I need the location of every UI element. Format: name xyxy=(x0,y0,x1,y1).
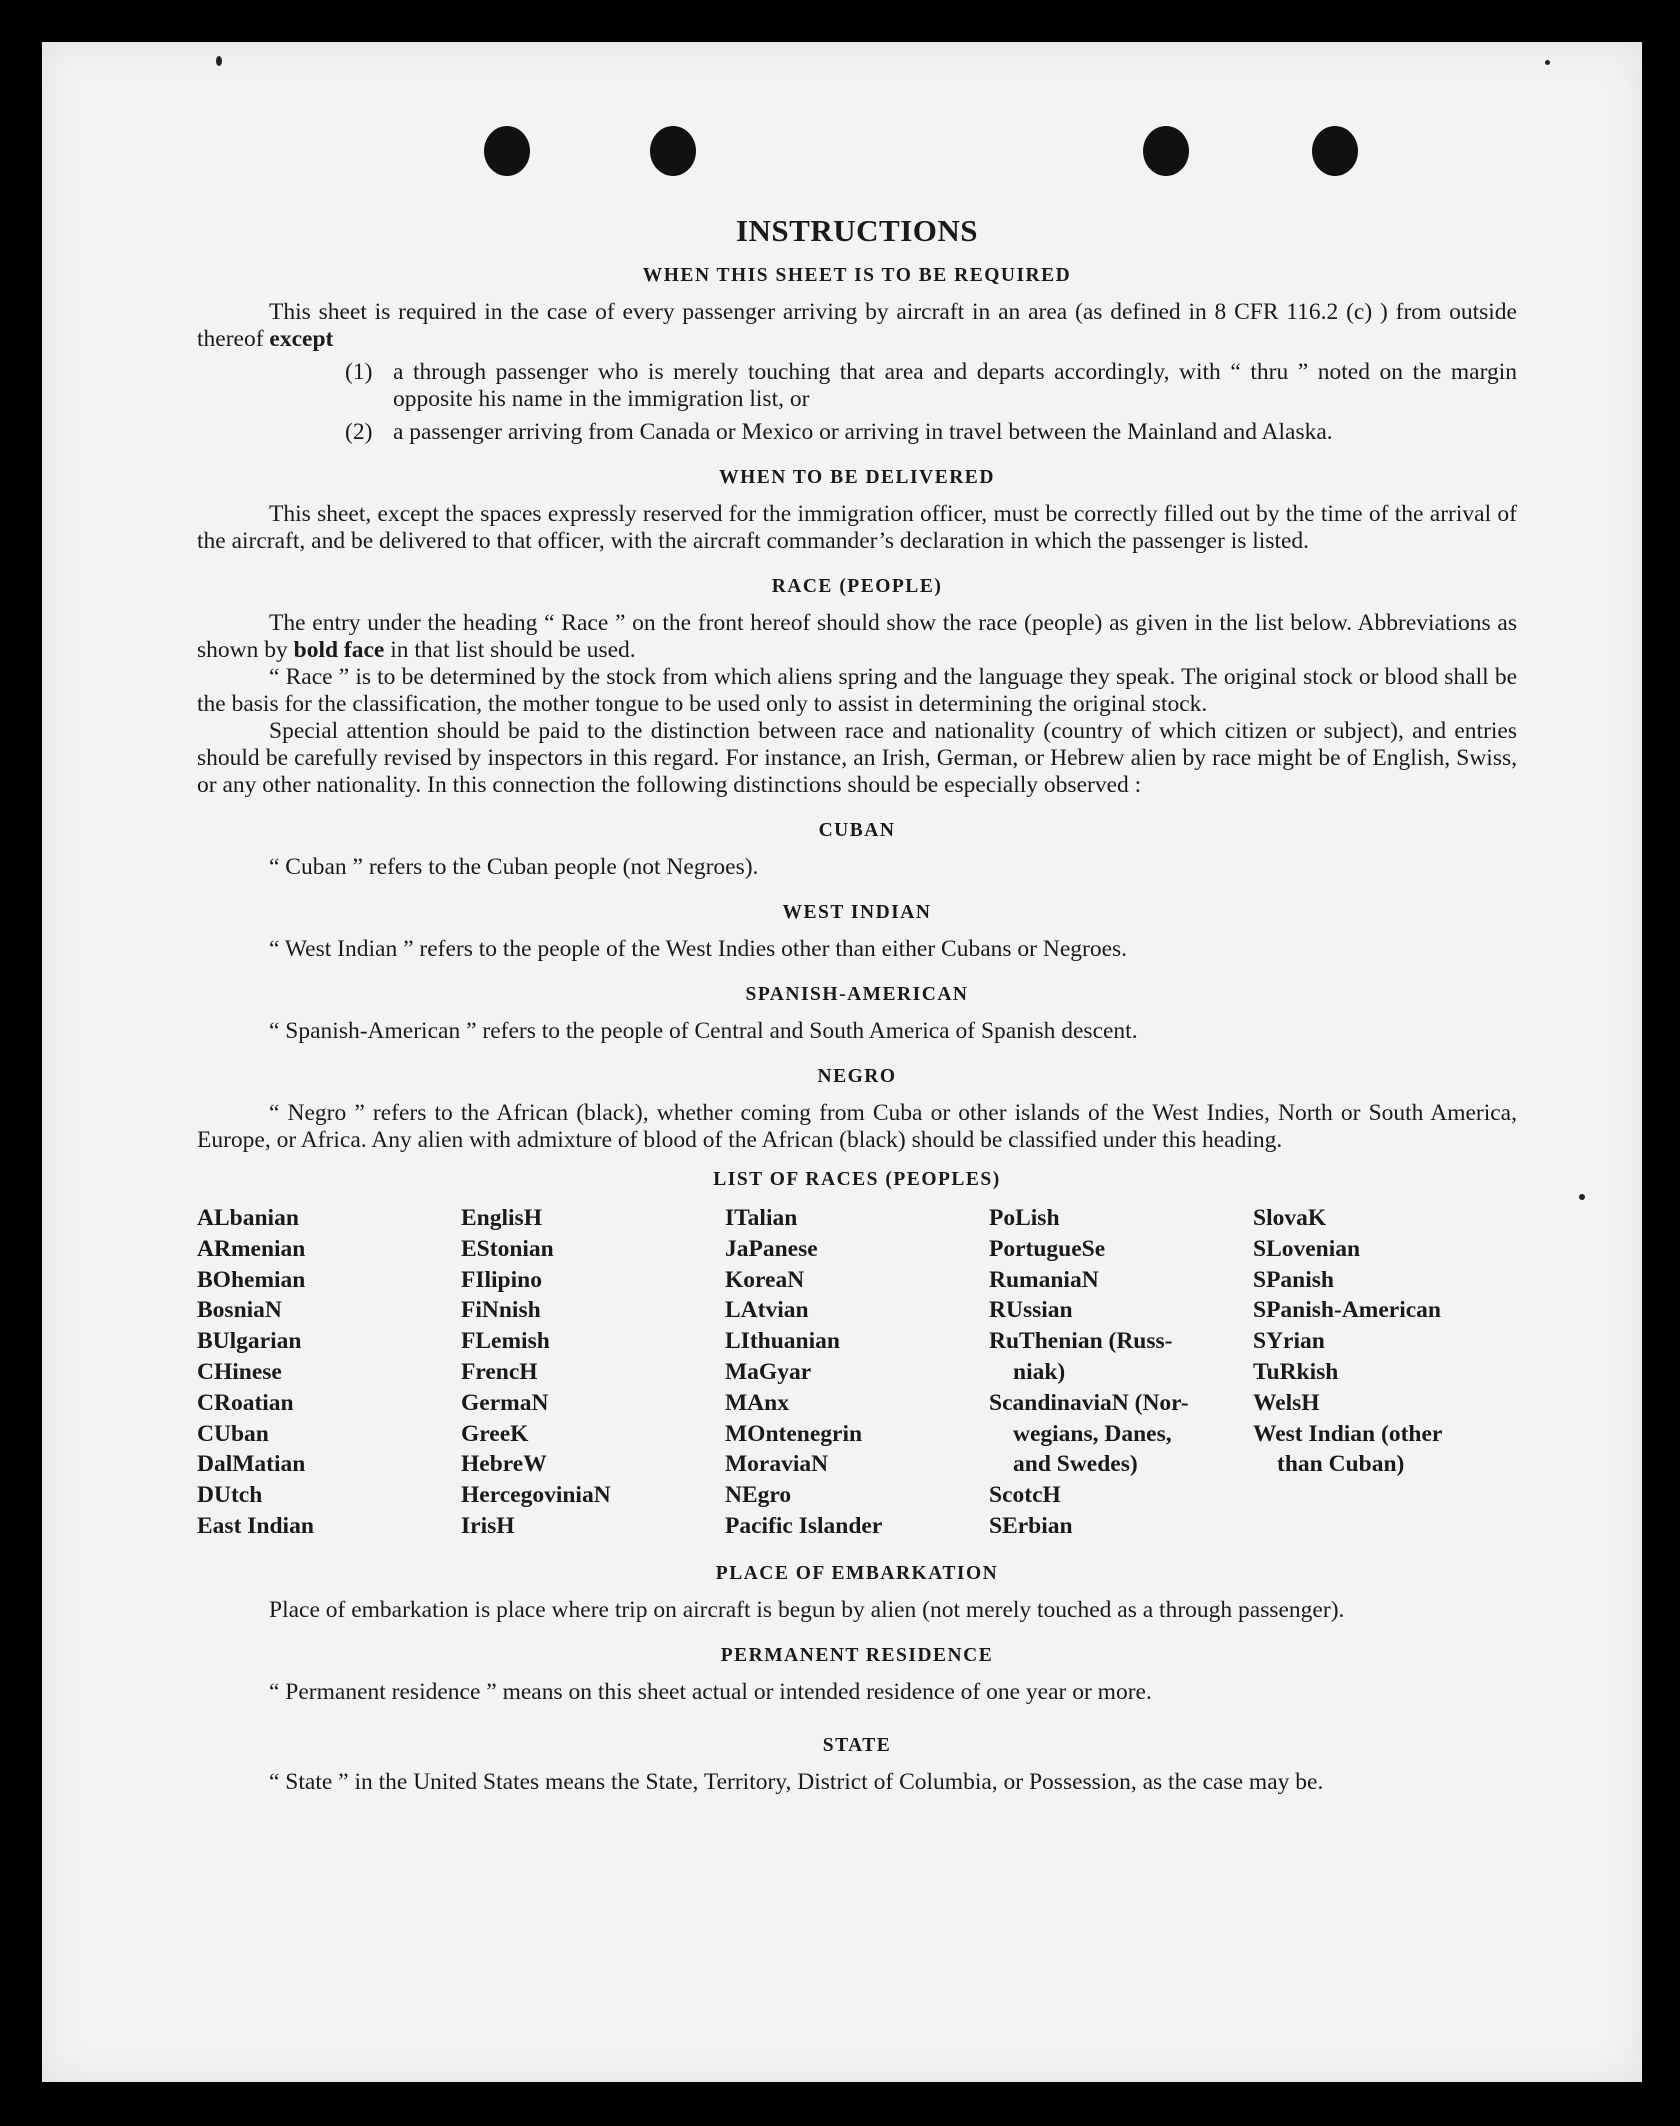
race-entry: PoLish xyxy=(989,1205,1060,1231)
page-title: INSTRUCTIONS xyxy=(735,213,978,248)
races-list xyxy=(197,1203,1517,1542)
embarkation-text: Place of embarkation is place where trip on aircraft is begun by alien (not merely touched as a through passenger). xyxy=(269,1596,1345,1623)
race-entry: SlovaK xyxy=(1253,1205,1327,1231)
heading-required: WHEN THIS SHEET IS TO BE REQUIRED xyxy=(642,265,1072,286)
race-entry: ALbanian xyxy=(197,1205,299,1231)
race-entry: RumaniaN xyxy=(989,1266,1099,1293)
race-entry: BosniaN xyxy=(197,1297,282,1324)
race-entry: niak) xyxy=(1013,1358,1066,1385)
race-entry: ITalian xyxy=(725,1205,798,1231)
race-entry: NEgro xyxy=(725,1482,792,1509)
races-column xyxy=(989,1203,1253,1542)
instructions-body xyxy=(197,213,1517,1796)
race-entry: CRoatian xyxy=(197,1389,294,1416)
race-entry: KoreaN xyxy=(725,1266,805,1293)
race-entry: MaGyar xyxy=(725,1358,812,1385)
race-entry: FLemish xyxy=(461,1328,550,1355)
race-entry: IrisH xyxy=(461,1512,515,1539)
heading-race: RACE (PEOPLE) xyxy=(771,576,943,597)
race-entry: SYrian xyxy=(1253,1328,1325,1355)
heading-embarkation: PLACE OF EMBARKATION xyxy=(715,1562,999,1584)
race-entry: GreeK xyxy=(461,1420,529,1447)
scan-speck xyxy=(216,56,222,66)
race-entry: EnglisH xyxy=(461,1205,542,1231)
required-intro: This sheet is required in the case of every passenger arriving by aircraft in an area (as defined in 8 CFR 116.2 (c) ) from outside thereof except xyxy=(197,299,1517,352)
race-entry: DUtch xyxy=(197,1482,263,1509)
race-entry: FrencH xyxy=(461,1358,538,1385)
race-entry: SErbian xyxy=(989,1512,1073,1539)
heading-spanish-american: SPANISH-AMERICAN xyxy=(745,984,969,1005)
scan-speck xyxy=(1545,60,1550,65)
punch-hole xyxy=(1312,126,1358,176)
heading-residence: PERMANENT RESIDENCE xyxy=(720,1644,994,1666)
races-column xyxy=(197,1203,461,1542)
race-entry: MoraviaN xyxy=(725,1451,829,1478)
race-entry: West Indian (other xyxy=(1253,1420,1443,1447)
heading-list-of-races: LIST OF RACES (PEOPLES) xyxy=(713,1169,1001,1190)
race-entry: EStonian xyxy=(461,1235,554,1262)
heading-west-indian: WEST INDIAN xyxy=(782,902,932,923)
race-entry: FiNnish xyxy=(461,1297,541,1324)
document-page xyxy=(42,42,1642,2082)
race-entry: SPanish-American xyxy=(1253,1297,1441,1324)
race-entry: TuRkish xyxy=(1253,1358,1339,1385)
race-entry: BUlgarian xyxy=(197,1328,302,1355)
race-entry: LAtvian xyxy=(725,1297,809,1324)
heading-cuban: CUBAN xyxy=(818,820,896,841)
race-entry: FIlipino xyxy=(461,1266,542,1293)
race-entry: SPanish xyxy=(1253,1266,1334,1293)
race-entry: wegians, Danes, xyxy=(1013,1420,1172,1447)
race-entry: CUban xyxy=(197,1420,269,1447)
scan-speck xyxy=(1579,1194,1585,1200)
list-item: (1) a through passenger who is merely touching that area and departs accordingly, with “ thru ” noted on the margin opposite his name in the immigration list, or xyxy=(345,359,1517,412)
race-paragraph: Special attention should be paid to the distinction between race and nationality (country of which citizen or subject), and entries should be carefully revised by inspectors in this regard. For instance, an Irish, German, or Hebrew alien by race might be of English, Swiss, or any other nationality. In this connection the following distinctions should be especially observed : xyxy=(197,718,1517,798)
race-entry: RUssian xyxy=(989,1297,1073,1324)
race-entry: CHinese xyxy=(197,1358,282,1385)
race-entry: PortugueSe xyxy=(989,1235,1106,1262)
race-entry: than Cuban) xyxy=(1277,1451,1405,1478)
race-entry: ScandinaviaN (Nor- xyxy=(989,1389,1189,1416)
race-paragraph: The entry under the heading “ Race ” on the front hereof should show the race (people) as given in the list below. Abbreviations as shown by bold face in that list should be used. xyxy=(197,610,1517,663)
races-column xyxy=(461,1203,725,1542)
punch-hole xyxy=(484,126,530,176)
race-entry: WelsH xyxy=(1253,1389,1320,1416)
heading-delivered: WHEN TO BE DELIVERED xyxy=(719,467,995,488)
state-text: “ State ” in the United States means the State, Territory, District of Columbia, or Possession, as the case may be. xyxy=(269,1768,1324,1795)
race-entry: LIthuanian xyxy=(725,1328,840,1355)
races-column xyxy=(1253,1203,1517,1542)
race-paragraph: “ Race ” is to be determined by the stock from which aliens spring and the language they speak. The original stock or blood shall be the basis for the classification, the mother tongue to be used only to assist in determining the original stock. xyxy=(197,664,1517,717)
races-column xyxy=(725,1203,989,1542)
race-entry: MOntenegrin xyxy=(725,1420,863,1447)
race-entry: RuThenian (Russ- xyxy=(989,1328,1173,1355)
race-entry: BOhemian xyxy=(197,1266,306,1293)
race-entry: JaPanese xyxy=(725,1235,818,1262)
race-entry: GermaN xyxy=(461,1389,549,1416)
punch-hole xyxy=(650,126,696,176)
residence-text: “ Permanent residence ” means on this sheet actual or intended residence of one year or more. xyxy=(269,1678,1152,1705)
spanish-american-text: “ Spanish-American ” refers to the people of Central and South America of Spanish descent. xyxy=(269,1018,1138,1044)
race-entry: and Swedes) xyxy=(1013,1451,1138,1478)
heading-negro: NEGRO xyxy=(817,1066,897,1087)
negro-text: “ Negro ” refers to the African (black), whether coming from Cuba or other islands of the West Indies, North or South America, Europe, or Africa. Any alien with admixture of blood of the African (black) should be classified under this heading. xyxy=(197,1100,1517,1153)
race-entry: MAnx xyxy=(725,1389,789,1416)
race-entry: HebreW xyxy=(461,1451,547,1478)
west-indian-text: “ West Indian ” refers to the people of the West Indies other than either Cubans or Negroes. xyxy=(269,936,1128,962)
race-entry: ARmenian xyxy=(197,1235,306,1262)
race-entry: DalMatian xyxy=(197,1451,306,1478)
heading-state: STATE xyxy=(822,1734,892,1756)
race-entry: Pacific Islander xyxy=(725,1512,883,1539)
race-entry: East Indian xyxy=(197,1512,314,1539)
delivered-text: This sheet, except the spaces expressly reserved for the immigration officer, must be correctly filled out by the time of the arrival of the aircraft, and be delivered to that officer, with the aircraft commander’s declaration in which the passenger is listed. xyxy=(197,501,1517,554)
list-item: (2) a passenger arriving from Canada or Mexico or arriving in travel between the Mainland and Alaska. xyxy=(345,419,1333,445)
race-entry: ScotcH xyxy=(989,1482,1061,1509)
cuban-text: “ Cuban ” refers to the Cuban people (not Negroes). xyxy=(269,854,759,880)
punch-hole xyxy=(1143,126,1189,176)
race-entry: SLovenian xyxy=(1253,1235,1361,1262)
race-entry: HercegoviniaN xyxy=(461,1482,611,1509)
